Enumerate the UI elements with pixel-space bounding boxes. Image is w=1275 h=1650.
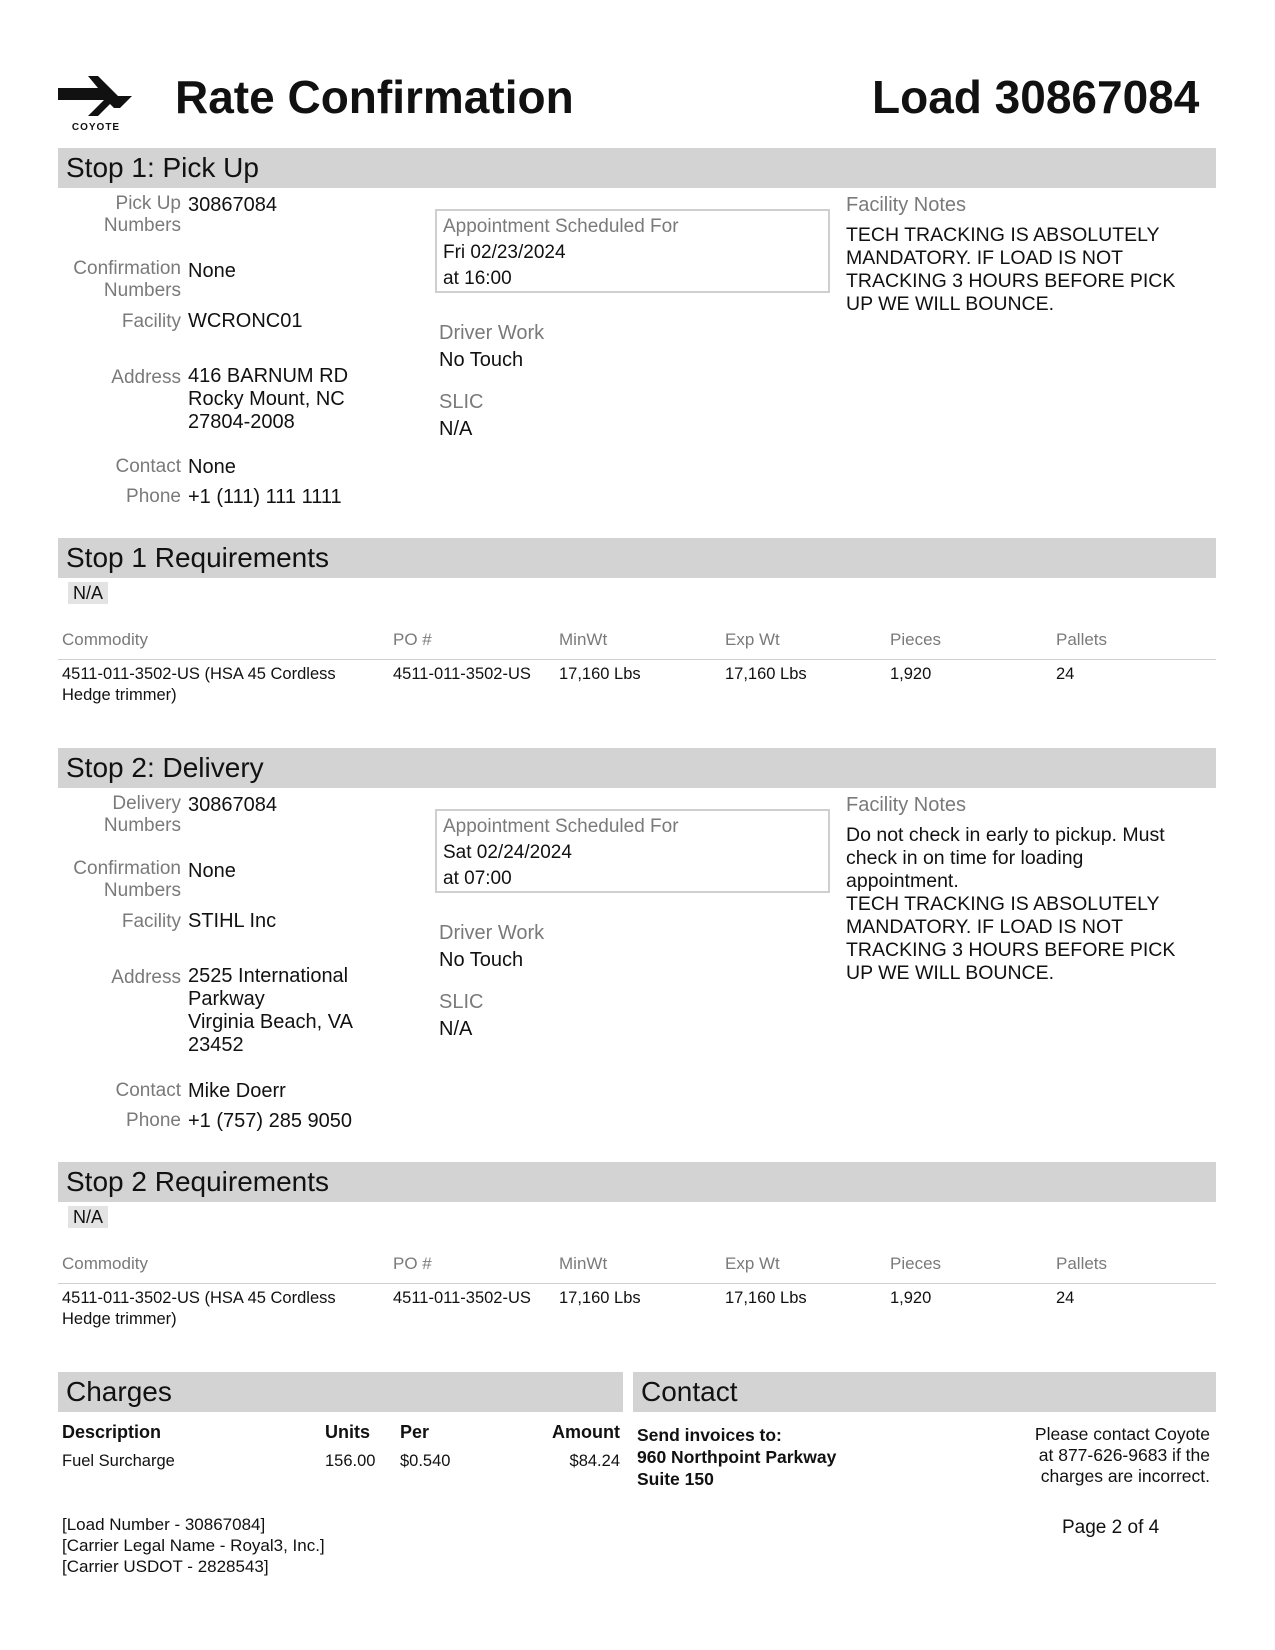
col-minwt: MinWt <box>559 1254 608 1273</box>
stop2-numbers-label: Delivery Numbers <box>103 793 181 836</box>
contact-header-bar <box>633 1372 1216 1412</box>
stop2-facility-value: STIHL Inc <box>188 910 277 932</box>
col-commodity: Commodity <box>62 1254 148 1273</box>
stop1-facility-notes <box>846 224 1196 316</box>
stop1-appt-label: Appointment Scheduled For <box>443 216 679 237</box>
stop2-minwt: 17,160 Lbs <box>559 1289 641 1307</box>
stop1-address-label: Address <box>111 367 181 388</box>
stop2-po: 4511-011-3502-US <box>393 1289 531 1307</box>
charges-col-amount: Amount <box>552 1422 620 1442</box>
stop1-driver-work-label: Driver Work <box>439 322 545 344</box>
col-po: PO # <box>393 1254 432 1273</box>
stop1-facility-label: Facility <box>121 311 181 332</box>
col-pallets: Pallets <box>1056 630 1108 649</box>
stop1-numbers-value: 30867084 <box>188 194 277 216</box>
stop1-requirements-heading: Stop 1 Requirements <box>66 542 330 573</box>
stop2-facility-notes-label: Facility Notes <box>846 794 967 816</box>
stop2-requirements-chip: N/A <box>68 1206 108 1228</box>
charge-amount: $84.24 <box>569 1452 620 1470</box>
stop1-appt-date: Fri 02/23/2024 <box>443 242 566 263</box>
footer-load-number: [Load Number - 30867084] <box>62 1515 266 1534</box>
facility-note: TECH TRACKING IS ABSOLUTELY MANDATORY. IF LOAD IS NOT TRACKING 3 HOURS BEFORE PICK UP WE WILL BOUNCE. <box>846 224 1176 315</box>
address-line: 27804-2008 <box>188 411 295 433</box>
stop2-contact-label: Contact <box>115 1080 181 1101</box>
charges-heading: Charges <box>66 1376 172 1407</box>
address-line: Rocky Mount, NC <box>188 388 345 410</box>
col-po: PO # <box>393 630 432 649</box>
charges-col-per: Per <box>400 1422 430 1442</box>
stop2-pieces: 1,920 <box>890 1289 932 1307</box>
stop1-slic-value: N/A <box>439 418 473 440</box>
charges-col-description: Description <box>62 1422 162 1442</box>
stop1-requirements-chip: N/A <box>68 582 108 604</box>
stop1-confirmation-value: None <box>188 260 236 282</box>
stop2-address <box>188 965 353 1057</box>
stop1-pieces: 1,920 <box>890 665 932 683</box>
stop2-commodity: 4511-011-3502-US (HSA 45 Cordless Hedge trimmer) <box>62 1289 336 1328</box>
stop2-contact-value: Mike Doerr <box>188 1080 286 1102</box>
charges-col-units: Units <box>325 1422 370 1442</box>
stop2-appt-date: Sat 02/24/2024 <box>443 842 572 863</box>
stop2-confirmation-value: None <box>188 860 236 882</box>
stop2-requirements-heading: Stop 2 Requirements <box>66 1166 330 1197</box>
stop2-driver-work-label: Driver Work <box>439 922 545 944</box>
facility-note: Do not check in early to pickup. Must check in on time for loading appointment. <box>846 824 1165 892</box>
stop1-po: 4511-011-3502-US <box>393 665 531 683</box>
page-title: Rate Confirmation <box>175 71 574 123</box>
stop1-contact-label: Contact <box>115 456 181 477</box>
stop2-confirmation-label: Confirmation Numbers <box>73 858 181 901</box>
stop1-minwt: 17,160 Lbs <box>559 665 641 683</box>
stop1-pallets: 24 <box>1056 665 1075 683</box>
coyote-logo-icon <box>58 74 134 120</box>
stop2-phone-label: Phone <box>126 1110 181 1131</box>
address-line: 416 BARNUM RD <box>188 365 349 387</box>
stop1-contact-value: None <box>188 456 236 478</box>
invoice-address-1: 960 Northpoint Parkway <box>637 1447 837 1467</box>
table-rule <box>58 659 1216 660</box>
stop1-expwt: 17,160 Lbs <box>725 665 807 683</box>
coyote-logo <box>58 74 134 134</box>
address-line: Virginia Beach, VA <box>188 1011 353 1033</box>
contact-note-line: Please contact Coyote <box>1034 1424 1210 1444</box>
stop1-facility-value: WCRONC01 <box>188 310 303 332</box>
col-commodity: Commodity <box>62 630 148 649</box>
footer-carrier-info <box>62 1514 325 1577</box>
stop2-heading: Stop 2: Delivery <box>66 752 264 783</box>
col-expwt: Exp Wt <box>725 630 780 649</box>
stop1-heading: Stop 1: Pick Up <box>66 152 259 183</box>
stop1-appt-time: at 16:00 <box>443 268 512 289</box>
col-pieces: Pieces <box>890 1254 942 1273</box>
stop2-expwt: 17,160 Lbs <box>725 1289 807 1307</box>
charge-description: Fuel Surcharge <box>62 1452 175 1470</box>
stop2-slic-label: SLIC <box>439 991 484 1013</box>
stop1-slic-label: SLIC <box>439 391 484 413</box>
stop1-confirmation-label: Confirmation Numbers <box>73 258 181 301</box>
stop1-header-bar <box>58 148 1216 188</box>
stop2-driver-work-value: No Touch <box>439 949 524 971</box>
address-line: 23452 <box>188 1034 244 1056</box>
stop2-facility-label: Facility <box>121 911 181 932</box>
col-pieces: Pieces <box>890 630 942 649</box>
col-expwt: Exp Wt <box>725 1254 780 1273</box>
stop1-numbers-label: Pick Up Numbers <box>103 193 181 236</box>
stop1-phone-value: +1 (111) 111 1111 <box>188 486 342 508</box>
col-pallets: Pallets <box>1056 1254 1108 1273</box>
address-line: Parkway <box>188 988 265 1010</box>
stop2-appt-time: at 07:00 <box>443 868 512 889</box>
invoice-address-2: Suite 150 <box>637 1469 714 1489</box>
stop2-numbers-value: 30867084 <box>188 794 277 816</box>
stop1-facility-notes-label: Facility Notes <box>846 194 967 216</box>
charges-header-bar <box>58 1372 623 1412</box>
stop1-requirements-bar <box>58 538 1216 578</box>
contact-note <box>1000 1424 1210 1487</box>
contact-heading: Contact <box>641 1376 738 1407</box>
stop1-commodity: 4511-011-3502-US (HSA 45 Cordless Hedge trimmer) <box>62 665 336 704</box>
stop2-address-label: Address <box>111 967 181 988</box>
stop2-header-bar <box>58 748 1216 788</box>
facility-note: TECH TRACKING IS ABSOLUTELY MANDATORY. IF LOAD IS NOT TRACKING 3 HOURS BEFORE PICK UP WE WILL BOUNCE. <box>846 893 1176 984</box>
col-minwt: MinWt <box>559 630 608 649</box>
stop1-appointment-box <box>435 209 830 293</box>
stop2-phone-value: +1 (757) 285 9050 <box>188 1110 353 1132</box>
stop2-appointment-box <box>435 809 830 893</box>
send-invoices-label: Send invoices to: <box>637 1425 782 1445</box>
stop1-address <box>188 365 348 434</box>
contact-note-line: at 877-626-9683 if the <box>1038 1445 1210 1465</box>
stop1-phone-label: Phone <box>126 486 181 507</box>
footer-carrier-usdot: [Carrier USDOT - 2828543] <box>62 1557 269 1576</box>
stop2-appt-label: Appointment Scheduled For <box>443 816 679 837</box>
stop2-slic-value: N/A <box>439 1018 473 1040</box>
stop2-facility-notes <box>846 824 1196 985</box>
page-number: Page 2 of 4 <box>1062 1517 1160 1538</box>
address-line: 2525 International <box>188 965 349 987</box>
charge-units: 156.00 <box>325 1452 376 1470</box>
stop2-pallets: 24 <box>1056 1289 1075 1307</box>
stop2-requirements-bar <box>58 1162 1216 1202</box>
logo-text: COYOTE <box>71 122 121 133</box>
contact-note-line: charges are incorrect. <box>1040 1466 1210 1486</box>
load-number-title: Load 30867084 <box>872 71 1200 123</box>
stop1-driver-work-value: No Touch <box>439 349 524 371</box>
footer-carrier-legal-name: [Carrier Legal Name - Royal3, Inc.] <box>62 1536 325 1555</box>
table-rule <box>58 1283 1216 1284</box>
charge-per: $0.540 <box>400 1452 451 1470</box>
